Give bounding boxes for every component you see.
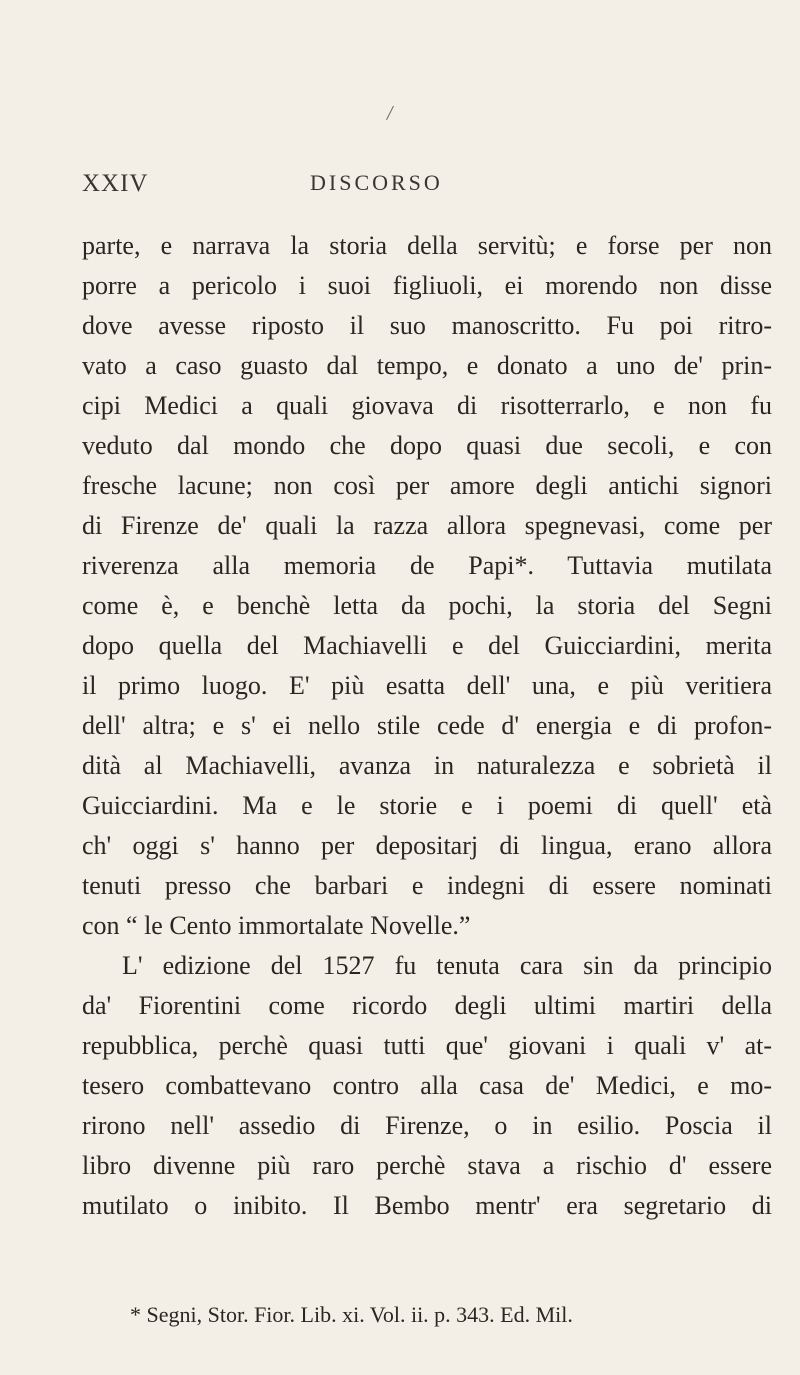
text-line: di Firenze de' quali la razza allora spegnevasi, come per bbox=[82, 511, 772, 540]
text-line: L' edizione del 1527 fu tenuta cara sin da principio bbox=[122, 951, 772, 980]
text-line: tesero combattevano contro alla casa de' Medici, e mo- bbox=[82, 1071, 772, 1100]
text-line: parte, e narrava la storia della servitù; e forse per non bbox=[82, 231, 772, 260]
paragraph-2 bbox=[82, 946, 772, 1226]
text-line: veduto dal mondo che dopo quasi due secoli, e con bbox=[82, 431, 772, 460]
text-line: repubblica, perchè quasi tutti que' giovani i quali v' at- bbox=[82, 1031, 772, 1060]
paragraph-1 bbox=[82, 226, 772, 946]
text-line: libro divenne più raro perchè stava a rischio d' essere bbox=[82, 1151, 772, 1180]
running-title: DISCORSO bbox=[310, 170, 443, 195]
text-line: mutilato o inibito. Il Bembo mentr' era segretario di bbox=[82, 1191, 772, 1220]
text-line: dell' altra; e s' ei nello stile cede d' energia e di profon- bbox=[82, 711, 772, 740]
text-line: con “ le Cento immortalate Novelle.” bbox=[82, 911, 471, 940]
text-line: rirono nell' assedio di Firenze, o in esilio. Poscia il bbox=[82, 1111, 772, 1140]
running-head bbox=[0, 170, 800, 200]
text-line: da' Fiorentini come ricordo degli ultimi martiri della bbox=[82, 991, 772, 1020]
text-line: porre a pericolo i suoi figliuoli, ei morendo non disse bbox=[82, 271, 772, 300]
text-line: riverenza alla memoria de Papi*. Tuttavia mutilata bbox=[82, 551, 772, 580]
text-line: il primo luogo. E' più esatta dell' una, e più veritiera bbox=[82, 671, 772, 700]
stray-mark: / bbox=[385, 99, 395, 126]
footnote: * Segni, Stor. Fior. Lib. xi. Vol. ii. p. 343. Ed. Mil. bbox=[130, 1302, 573, 1327]
text-line: Guicciardini. Ma e le storie e i poemi di quell' età bbox=[82, 791, 772, 820]
text-line: cipi Medici a quali giovava di risotterrarlo, e non fu bbox=[82, 391, 772, 420]
text-line: dove avesse riposto il suo manoscritto. Fu poi ritro- bbox=[82, 311, 772, 340]
text-line: fresche lacune; non così per amore degli antichi signori bbox=[82, 471, 772, 500]
page-number: XXIV bbox=[82, 170, 149, 197]
body-text bbox=[82, 226, 772, 1226]
text-line: dità al Machiavelli, avanza in naturalezza e sobrietà il bbox=[82, 751, 772, 780]
text-line: ch' oggi s' hanno per depositarj di lingua, erano allora bbox=[82, 831, 772, 860]
text-line: vato a caso guasto dal tempo, e donato a uno de' prin- bbox=[82, 351, 772, 380]
text-line: come è, e benchè letta da pochi, la storia del Segni bbox=[82, 591, 772, 620]
text-line: tenuti presso che barbari e indegni di essere nominati bbox=[82, 871, 772, 900]
text-line: dopo quella del Machiavelli e del Guicciardini, merita bbox=[82, 631, 772, 660]
